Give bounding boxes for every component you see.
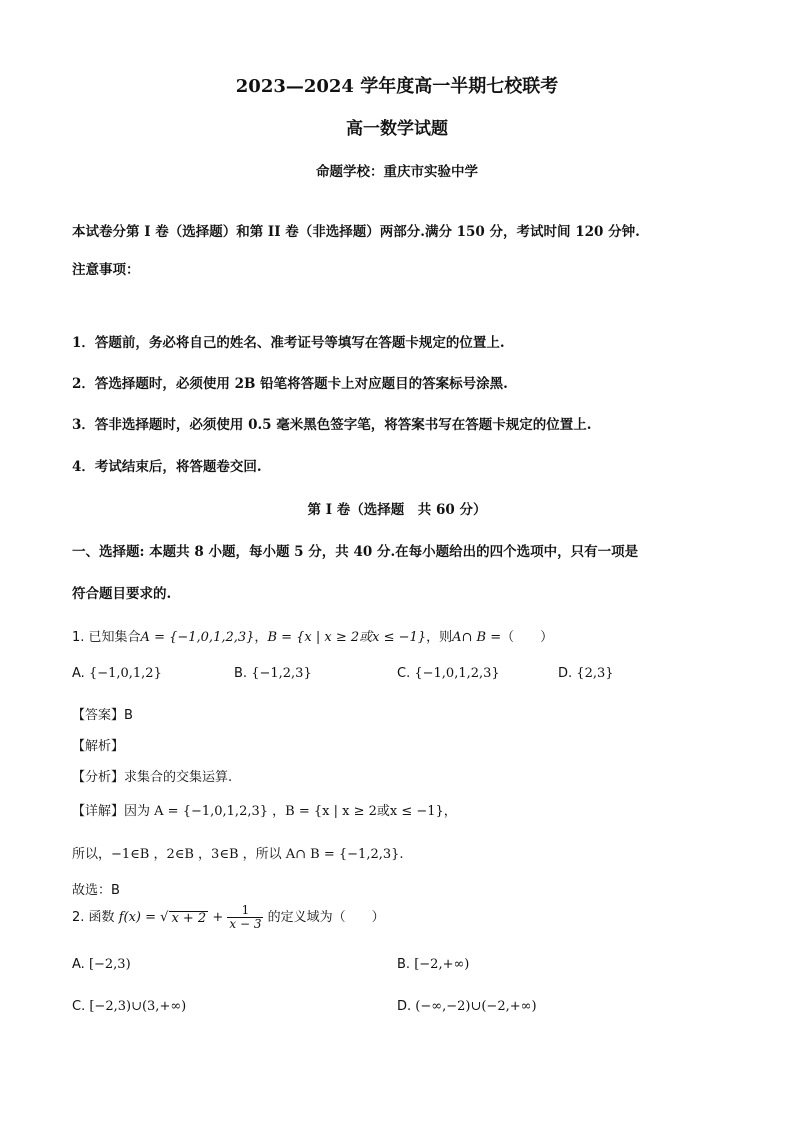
question-1-paren: （ ） [501, 630, 554, 645]
option-value: {−1,0,1,2} [88, 666, 162, 681]
option-label: B. [234, 666, 248, 681]
answer-tag: 【答案】 [72, 708, 125, 723]
option-label: D. [558, 666, 573, 681]
option-value: {2,3} [576, 666, 614, 681]
option-label: B. [397, 957, 411, 972]
section-description-line1: 一、选择题: 本题共 8 小题，每小题 5 分，共 40 分.在每小题给出的四个选项中，只有一项是 [72, 544, 639, 560]
question-1-sep: ， [254, 630, 268, 645]
question-2-radicand: x + 2 [171, 910, 207, 926]
question-1-set-a: A = {−1,0,1,2,3} [140, 630, 255, 645]
question-1-prefix: 1. 已知集合 [72, 630, 141, 645]
option-label: A. [72, 957, 85, 972]
question-2-option-a[interactable] [72, 957, 131, 972]
question-2-option-c[interactable] [72, 999, 186, 1014]
part1-heading: 第 I 卷（选择题 共 60 分） [307, 502, 487, 518]
question-2-option-d[interactable] [397, 999, 537, 1014]
question-1-set-b: B = {x | x ≥ 2或x ≤ −1} [267, 630, 427, 645]
option-value: [−2,3) [88, 957, 131, 972]
question-2-prefix: 2. 函数 [72, 910, 115, 926]
detail-line-1 [72, 800, 457, 819]
detail-line-2 [72, 843, 404, 862]
answer-line [72, 704, 133, 723]
instruction-item-2: 2．答选择题时，必须使用 2B 铅笔将答题卡上对应题目的答案标号涂黑. [72, 376, 508, 392]
setter-school: 命题学校：重庆市实验中学 [316, 164, 478, 180]
question-2-option-b[interactable] [397, 957, 469, 972]
question-1-option-d[interactable] [558, 666, 614, 681]
sqrt-sign-icon: √ [160, 910, 169, 926]
answer-value: B [124, 708, 133, 723]
detail-tag: 【详解】 [72, 804, 125, 819]
question-1-option-b[interactable] [234, 666, 312, 681]
question-2-fraction [227, 904, 263, 931]
conclusion-line: 故选：B [72, 883, 120, 898]
exam-title: 2023—2024 学年度高一半期七校联考 [235, 76, 559, 97]
question-1-stem [72, 626, 553, 645]
analysis-tag: 【解析】 [72, 739, 125, 754]
question-2-stem [72, 904, 385, 931]
exam-subtitle: 高一数学试题 [346, 119, 448, 139]
question-2-suffix: 的定义域为（ ） [267, 910, 385, 926]
option-value: {−1,2,3} [251, 666, 312, 681]
fraction-numerator: 1 [227, 904, 263, 918]
option-value: (−∞,−2)∪(−2,+∞) [415, 999, 537, 1014]
option-value: [−2,3)∪(3,+∞) [89, 999, 187, 1014]
fraction-denominator: x − 3 [229, 917, 262, 932]
detail-text-1: 因为 A = {−1,0,1,2,3} ，B = {x | x ≥ 2或x ≤ −1}， [124, 804, 457, 819]
instruction-item-3: 3．答非选择题时，必须使用 0.5 毫米黑色签字笔，将答案书写在答题卡规定的位置上. [72, 417, 592, 433]
instructions-intro: 本试卷分第 I 卷（选择题）和第 II 卷（非选择题）两部分.满分 150 分，考试时间 120 分钟. [72, 224, 640, 240]
instruction-item-1: 1．答题前，务必将自己的姓名、准考证号等填写在答题卡规定的位置上. [72, 335, 505, 351]
detail-text-2: 所以，−1∈B ，2∈B ，3∈B ，所以 A∩ B = {−1,2,3}. [72, 847, 404, 862]
question-2-plus: + [212, 910, 224, 926]
instructions-heading: 注意事项： [72, 262, 140, 278]
fenxi-line [72, 766, 232, 785]
question-1-option-a[interactable] [72, 666, 162, 681]
fenxi-text: 求集合的交集运算. [124, 770, 233, 785]
fenxi-tag: 【分析】 [72, 770, 125, 785]
section-description-line2: 符合题目要求的. [72, 586, 172, 602]
question-1-ask: A∩ B = [452, 630, 502, 645]
option-value: {−1,0,1,2,3} [414, 666, 500, 681]
question-2-fx: f(x) = [118, 910, 156, 926]
instruction-item-4: 4．考试结束后，将答题卷交回. [72, 459, 262, 475]
option-value: [−2,+∞) [414, 957, 470, 972]
question-1-suffix: ，则 [426, 630, 453, 645]
option-label: A. [72, 666, 85, 681]
question-1-option-c[interactable] [397, 666, 500, 681]
option-label: C. [72, 999, 86, 1014]
option-label: D. [397, 999, 412, 1014]
option-label: C. [397, 666, 411, 681]
